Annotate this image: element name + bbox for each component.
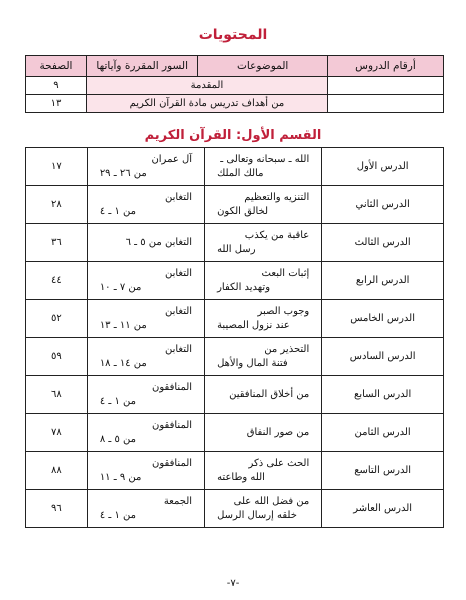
surah-name: التغابن: [164, 306, 193, 317]
lesson-row: [26, 300, 444, 338]
topic-line-1: عاقبة من يكذب: [244, 230, 310, 241]
lesson-surah: [87, 262, 204, 300]
lesson-name-text: الدرس الخامس: [350, 312, 415, 324]
lesson-name: [322, 186, 444, 224]
surah-name: الجمعة: [163, 496, 193, 507]
surah-verses: من ١٤ ـ ١٨: [99, 357, 147, 369]
contents-row: [26, 77, 444, 95]
lesson-row: [26, 186, 444, 224]
header-page: الصفحة: [26, 56, 87, 77]
page-number: ٥٩: [26, 338, 88, 376]
lesson-name: [322, 224, 444, 262]
topic-line-1: الحث على ذكر: [248, 458, 310, 469]
topic-line-1: وجوب الصبر: [257, 306, 310, 317]
lesson-topic: [205, 224, 322, 262]
lesson-surah: [87, 148, 204, 186]
header-surahs: السور المقررة وآياتها: [86, 56, 198, 77]
lesson-name: [322, 452, 444, 490]
contents-entry: المقدمة: [86, 77, 327, 95]
lesson-row: [26, 262, 444, 300]
surah-name: آل عمران: [151, 154, 193, 165]
topic-line-1: التحذير من: [264, 344, 310, 355]
topic-line-1: إثبات البعث: [261, 268, 310, 279]
lesson-surah: [87, 224, 204, 262]
lesson-row: [26, 414, 444, 452]
page-number: ١٣: [26, 95, 87, 113]
surah-verses: من ١ ـ ٤: [99, 509, 137, 521]
page-number: ١٧: [26, 148, 88, 186]
lesson-name: [322, 262, 444, 300]
lesson-topic: [205, 452, 322, 490]
lesson-surah: [87, 490, 204, 528]
lesson-topic: [205, 148, 322, 186]
topic-line-1: الله ـ سبحانه وتعالى ـ: [220, 154, 310, 165]
lesson-row: [26, 452, 444, 490]
lesson-row: [26, 376, 444, 414]
surah-name: المنافقون: [152, 458, 193, 469]
lesson-name-text: الدرس التاسع: [354, 464, 412, 476]
topic-line-2: مالك الملك: [217, 167, 264, 179]
lesson-surah: [87, 452, 204, 490]
surah-name: المنافقون: [152, 420, 193, 431]
page-number: ٢٨: [26, 186, 88, 224]
lesson-row: [26, 490, 444, 528]
surah-verses: من ٧ ـ ١٠: [99, 281, 142, 293]
page-number: ٣٦: [26, 224, 88, 262]
contents-entry: من أهداف تدريس مادة القرآن الكريم: [86, 95, 327, 113]
header-topics: الموضوعات: [198, 56, 327, 77]
surah-verses: من ١ ـ ٤: [99, 395, 137, 407]
topic-line-2: لخالق الكون: [217, 205, 269, 217]
page-footer-number: -٧-: [226, 578, 240, 589]
lesson-name-text: الدرس الثاني: [355, 198, 410, 210]
lesson-row: [26, 338, 444, 376]
lesson-name-text: الدرس السابع: [354, 388, 412, 400]
topic-line-1: التنزيه والتعظيم: [244, 192, 310, 203]
surah-verses: من ٥ ـ ٨: [99, 433, 137, 445]
topic-line-2: عند نزول المصيبة: [217, 319, 290, 331]
lesson-topic: [205, 262, 322, 300]
lesson-row: [26, 224, 444, 262]
page-number: ٥٢: [26, 300, 88, 338]
lesson-name: [322, 376, 444, 414]
lesson-topic: [205, 186, 322, 224]
empty-cell: [327, 77, 443, 95]
topic-line-2: رسل الله: [217, 243, 256, 255]
lesson-surah: [87, 338, 204, 376]
topic-line-1: من صور النفاق: [246, 426, 310, 438]
page-number: ٩: [26, 77, 87, 95]
page-title: المحتويات: [198, 27, 268, 43]
lesson-name-text: الدرس العاشر: [353, 502, 413, 514]
topic-line-2: فتنة المال والأهل: [217, 357, 288, 369]
lesson-name-text: الدرس السادس: [349, 350, 416, 362]
lesson-name: [322, 414, 444, 452]
page-number: ٤٤: [26, 262, 88, 300]
topic-line-2: خلقه إرسال الرسل: [217, 509, 297, 521]
empty-cell: [327, 95, 443, 113]
surah-name: المنافقون: [152, 382, 193, 393]
lesson-topic: [205, 338, 322, 376]
lesson-topic: [205, 490, 322, 528]
lesson-name-text: الدرس الرابع: [355, 274, 410, 286]
lesson-name: [322, 148, 444, 186]
topic-line-2: الله وطاعته: [217, 471, 265, 483]
surah-name: التغابن: [164, 192, 193, 203]
page-number: ٧٨: [26, 414, 88, 452]
lesson-name: [322, 490, 444, 528]
lesson-name: [322, 338, 444, 376]
lesson-surah: [87, 376, 204, 414]
section-title: القسم الأول: القرآن الكريم: [144, 128, 322, 143]
topic-line-1: من فضل الله على: [233, 496, 310, 507]
surah-verses: من ٩ ـ ١١: [99, 471, 142, 483]
page-number: ٩٦: [26, 490, 88, 528]
page-number: ٨٨: [26, 452, 88, 490]
lesson-name-text: الدرس الثامن: [354, 426, 411, 438]
lesson-name-text: الدرس الأول: [356, 160, 409, 172]
lesson-topic: [205, 376, 322, 414]
topic-line-2: وتهديد الكفار: [217, 281, 271, 293]
header-lesson-numbers: أرقام الدروس: [327, 56, 443, 77]
page-number: ٦٨: [26, 376, 88, 414]
lessons-table: [25, 147, 444, 528]
contents-header-row: [26, 56, 444, 77]
lesson-surah: [87, 414, 204, 452]
surah-verses: من ١ ـ ٤: [99, 205, 137, 217]
topic-line-1: من أخلاق المنافقين: [229, 388, 310, 400]
lesson-row: [26, 148, 444, 186]
surah-verses: من ٢٦ ـ ٢٩: [99, 167, 147, 179]
surah-verses: من ١١ ـ ١٣: [99, 319, 147, 331]
surah-name: التغابن من ٥ ـ ٦: [125, 236, 193, 248]
surah-name: التغابن: [164, 344, 193, 355]
contents-table: [25, 55, 444, 113]
surah-name: التغابن: [164, 268, 193, 279]
lesson-name-text: الدرس الثالث: [354, 236, 411, 248]
lesson-topic: [205, 414, 322, 452]
lesson-topic: [205, 300, 322, 338]
lesson-surah: [87, 186, 204, 224]
lesson-name: [322, 300, 444, 338]
lesson-surah: [87, 300, 204, 338]
contents-row: [26, 95, 444, 113]
